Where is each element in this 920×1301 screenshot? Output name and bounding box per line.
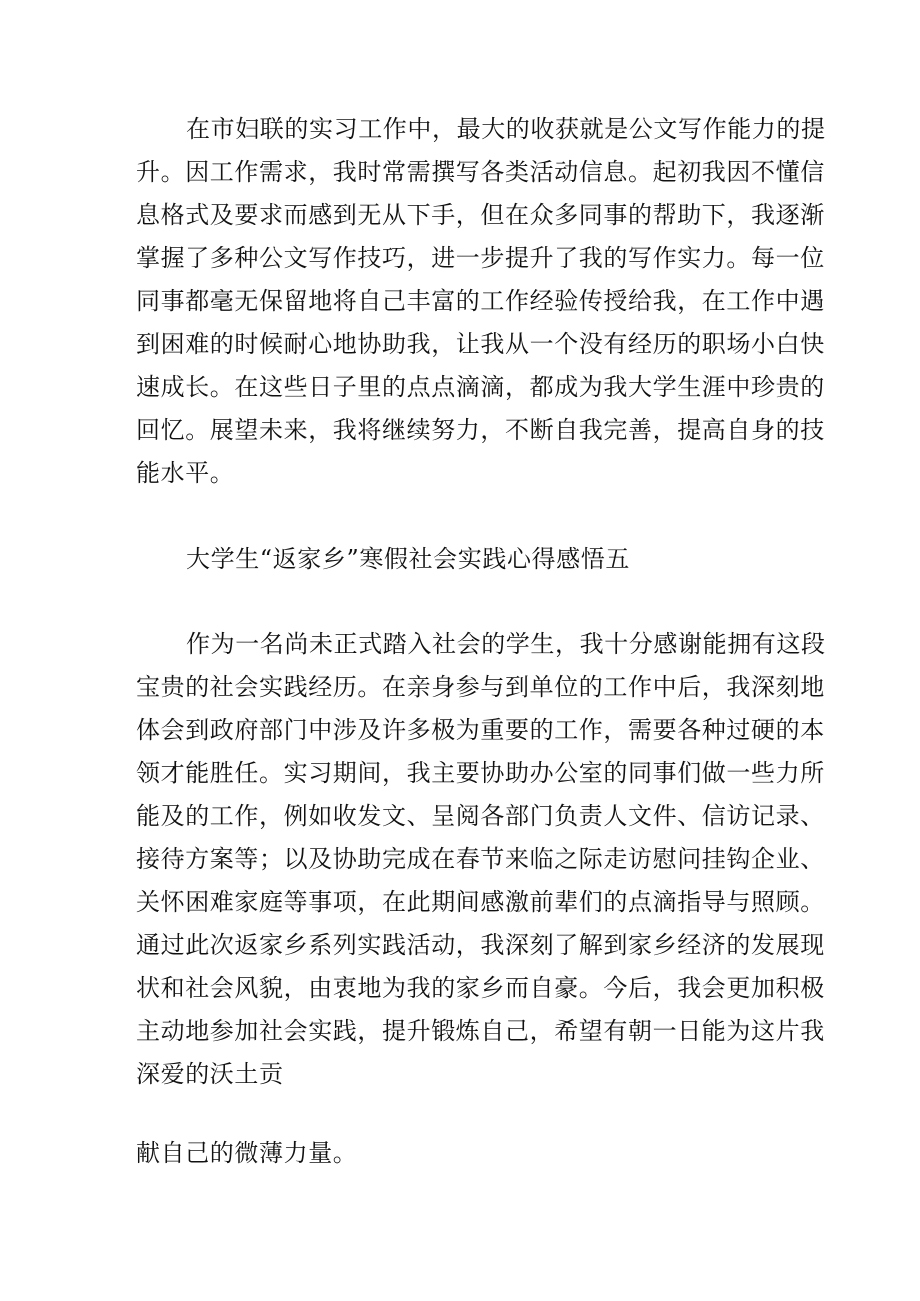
paragraph-line: 领才能胜任。实习期间，我主要协助办公室的同事们做一些力所	[136, 759, 825, 787]
paragraph-line: 作为一名尚未正式踏入社会的学生，我十分感谢能拥有这段	[186, 630, 826, 658]
paragraph-line: 息格式及要求而感到无从下手，但在众多同事的帮助下，我逐渐	[136, 201, 825, 229]
paragraph-line: 升。因工作需求，我时常需撰写各类活动信息。起初我因不懂信	[136, 158, 825, 186]
paragraph-line: 深爱的沃土贡	[136, 1060, 284, 1088]
section-heading: 大学生“返家乡”寒假社会实践心得感悟五	[186, 545, 630, 573]
paragraph-line: 关怀困难家庭等事项，在此期间感激前辈们的点滴指导与照顾。	[136, 888, 825, 916]
paragraph-line: 掌握了多种公文写作技巧，进一步提升了我的写作实力。每一位	[136, 244, 825, 272]
paragraph-line: 能水平。	[136, 459, 235, 487]
paragraph-line: 宝贵的社会实践经历。在亲身参与到单位的工作中后，我深刻地	[136, 673, 825, 701]
paragraph-line: 通过此次返家乡系列实践活动，我深刻了解到家乡经济的发展现	[136, 931, 825, 959]
paragraph-line: 能及的工作，例如收发文、呈阅各部门负责人文件、信访记录、	[136, 802, 825, 830]
paragraph-line: 接待方案等；以及协助完成在春节来临之际走访慰问挂钩企业、	[136, 845, 825, 873]
paragraph-line: 到困难的时候耐心地协助我，让我从一个没有经历的职场小白快	[136, 330, 825, 358]
paragraph-line: 体会到政府部门中涉及许多极为重要的工作，需要各种过硬的本	[136, 716, 825, 744]
paragraph-line: 同事都毫无保留地将自己丰富的工作经验传授给我，在工作中遇	[136, 287, 825, 315]
paragraph-line: 速成长。在这些日子里的点点滴滴，都成为我大学生涯中珍贵的	[136, 373, 825, 401]
paragraph-line: 状和社会风貌，由衷地为我的家乡而自豪。今后，我会更加积极	[136, 974, 825, 1002]
paragraph-line: 主动地参加社会实践，提升锻炼自己，希望有朝一日能为这片我	[136, 1017, 825, 1045]
paragraph-line: 回忆。展望未来，我将继续努力，不断自我完善，提高自身的技	[136, 416, 825, 444]
paragraph-line: 在市妇联的实习工作中，最大的收获就是公文写作能力的提	[186, 115, 826, 143]
paragraph-line: 献自己的微薄力量。	[136, 1139, 358, 1167]
